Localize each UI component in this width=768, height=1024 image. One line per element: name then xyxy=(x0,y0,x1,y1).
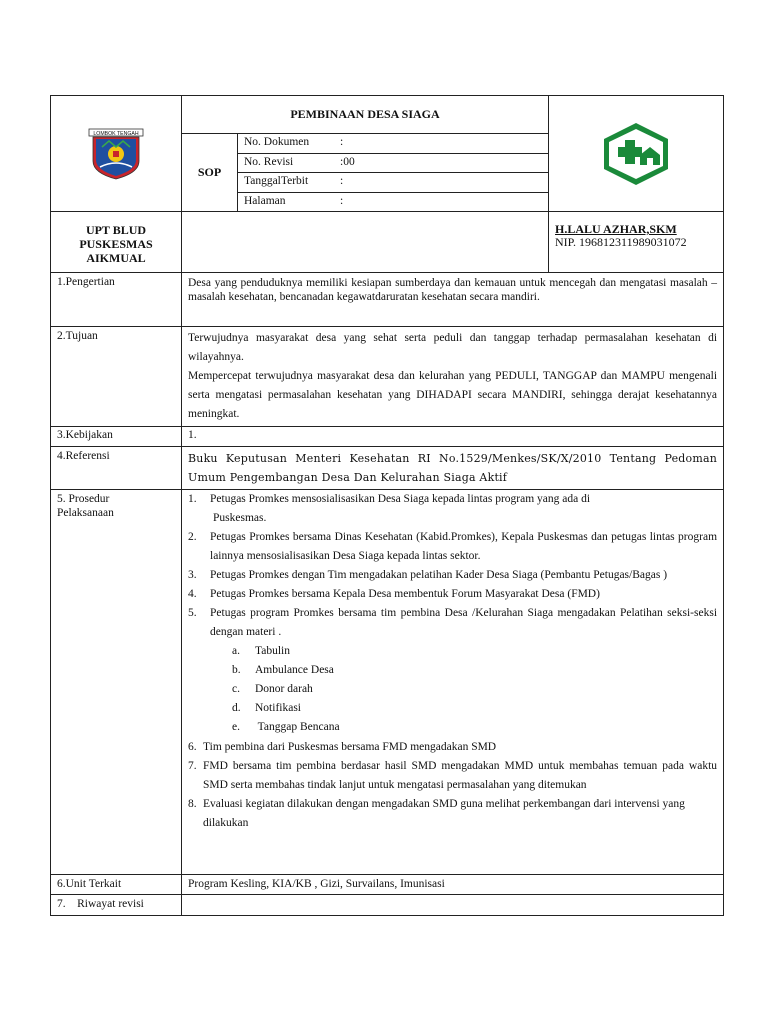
step-number: 6. xyxy=(188,740,197,753)
subitem-text: Notifikasi xyxy=(255,702,301,715)
step-text: Petugas Promkes bersama Kepala Desa membentuk Forum Masyarakat Desa (FMD) xyxy=(210,587,600,600)
meta-halaman xyxy=(238,192,549,212)
sop-document xyxy=(50,95,723,916)
meta-label: No. Revisi xyxy=(244,155,294,168)
sop-label: SOP xyxy=(182,134,238,212)
step-number: 3. xyxy=(188,568,197,581)
subitem-letter: c. xyxy=(232,682,240,695)
subitem-text: Donor darah xyxy=(255,682,313,695)
procedure-subitem xyxy=(188,680,717,699)
meta-no-dokumen xyxy=(238,134,549,154)
org-line: PUSKESMAS xyxy=(79,236,153,251)
label-prosedur xyxy=(51,489,182,874)
subitem-letter: e. xyxy=(232,721,240,734)
step-number: 7. xyxy=(188,759,197,772)
tujuan-paragraph: Terwujudnya masyarakat desa yang sehat serta peduli dan tanggap terhadap permasalahan kesehatan di wilayahnya. xyxy=(188,332,718,363)
procedure-step xyxy=(188,604,717,642)
org-line: AIKMUAL xyxy=(86,250,146,265)
emblem-text: LOMBOK TENGAH xyxy=(93,130,139,137)
signatory-nip: NIP. 196812311989031072 xyxy=(555,234,687,249)
signatory xyxy=(549,212,724,273)
meta-no-revisi xyxy=(238,153,549,173)
org-line: UPT BLUD xyxy=(85,223,147,237)
meta-tanggal-terbit xyxy=(238,173,549,193)
procedure-step xyxy=(188,585,717,604)
label-unit-terkait: 6.Unit Terkait xyxy=(51,874,182,895)
step-number: 5. xyxy=(188,606,197,619)
step-text: Petugas program Promkes bersama tim pembina Desa /Kelurahan Siaga mengadakan Pelatihan seksi-seksi dengan materi . xyxy=(210,606,718,638)
step-text: Petugas Promkes dengan Tim mengadakan pelatihan Kader Desa Siaga (Pembantu Petugas/Bagas ) xyxy=(210,568,668,581)
content-prosedur xyxy=(182,489,724,874)
logo-right-cell xyxy=(549,96,724,212)
logo-left-cell xyxy=(51,96,182,212)
content-riwayat-revisi xyxy=(182,895,724,916)
label-referensi: 4.Referensi xyxy=(51,446,182,489)
lombok-tengah-emblem-icon xyxy=(87,127,145,181)
procedure-step xyxy=(188,490,717,509)
procedure-step xyxy=(188,795,717,833)
step-text: Petugas Promkes mensosialisasikan Desa Siaga kepada lintas program yang ada di xyxy=(210,492,591,505)
content-tujuan xyxy=(182,327,724,427)
meta-label: No. Dokumen xyxy=(244,136,310,148)
subitem-text: Tanggap Bencana xyxy=(255,721,340,734)
organization-name xyxy=(51,212,182,273)
meta-value: : xyxy=(340,194,344,207)
meta-value: :00 xyxy=(340,155,355,168)
meta-value: : xyxy=(340,136,344,148)
step-number: 4. xyxy=(188,587,197,600)
meta-value: : xyxy=(340,175,344,187)
blank-cell xyxy=(182,212,549,273)
step-number: 8. xyxy=(188,797,197,810)
step-number: 1. xyxy=(188,492,197,505)
procedure-subitem xyxy=(188,642,717,661)
puskesmas-logo-icon xyxy=(600,121,672,187)
subitem-letter: d. xyxy=(232,702,241,715)
content-unit-terkait: Program Kesling, KIA/KB , Gizi, Survailans, Imunisasi xyxy=(182,874,724,895)
label-line: Pelaksanaan xyxy=(57,506,114,519)
procedure-step xyxy=(188,757,717,795)
procedure-step xyxy=(188,566,717,585)
step-text: Evaluasi kegiatan dilakukan dengan mengadakan SMD guna melihat perkembangan dari intervensi yang dilakukan xyxy=(203,797,685,829)
step-text: Tim pembina dari Puskesmas bersama FMD mengadakan SMD xyxy=(203,740,497,753)
sop-table xyxy=(50,95,724,916)
procedure-subitem xyxy=(188,699,717,718)
signatory-name: H.LALU AZHAR,SKM xyxy=(555,222,677,236)
tujuan-paragraph: Mempercepat terwujudnya masyarakat desa dan kelurahan yang PEDULI, TANGGAP dan MAMPU mengenali serta mengatasi permasalahan kesehatan yang DIHADAPI secara MANDIRI, sehingga derajat kesehatannya meningkat. xyxy=(188,370,718,420)
step-text: FMD bersama tim pembina berdasar hasil SMD mengadakan MMD untuk membahas temuan pada waktu SMD serta membahas tindak lanjut untuk mengatasi permasalahan yang ditemukan xyxy=(203,759,718,791)
content-pengertian: Desa yang penduduknya memiliki kesiapan sumberdaya dan kemauan untuk mencegah dan mengatasi masalah – masalah kesehatan, bencanadan kegawatdaruratan kesehatan secara mandiri. xyxy=(182,273,724,327)
procedure-subitem xyxy=(188,718,717,737)
step-continuation: Puskesmas. xyxy=(213,511,267,524)
label-kebijakan: 3.Kebijakan xyxy=(51,427,182,447)
procedure-step xyxy=(188,528,717,566)
label-pengertian: 1.Pengertian xyxy=(51,273,182,327)
document-title: PEMBINAAN DESA SIAGA xyxy=(182,96,549,134)
label-line: 5. Prosedur xyxy=(57,492,110,505)
procedure-subitem xyxy=(188,661,717,680)
label-tujuan: 2.Tujuan xyxy=(51,327,182,427)
subitem-letter: b. xyxy=(232,663,241,676)
subitem-text: Ambulance Desa xyxy=(255,663,334,676)
subitem-letter: a. xyxy=(232,644,240,657)
meta-label: Halaman xyxy=(244,194,286,207)
content-referensi: Buku Keputusan Menteri Kesehatan RI No.1529/Menkes/SK/X/2010 Tentang Pedoman Umum Pengembangan Desa Dan Kelurahan Siaga Aktif xyxy=(182,446,724,489)
content-kebijakan: 1. xyxy=(182,427,724,447)
step-number: 2. xyxy=(188,530,197,543)
meta-label: TanggalTerbit xyxy=(244,175,309,187)
subitem-text: Tabulin xyxy=(255,644,290,657)
label-riwayat-revisi: 7. Riwayat revisi xyxy=(51,895,182,916)
procedure-step xyxy=(188,738,717,757)
step-text: Petugas Promkes bersama Dinas Kesehatan (Kabid.Promkes), Kepala Puskesmas dan petugas lintas program lainnya mensosialisasikan Desa Siaga kepada lintas sektor. xyxy=(210,530,718,562)
